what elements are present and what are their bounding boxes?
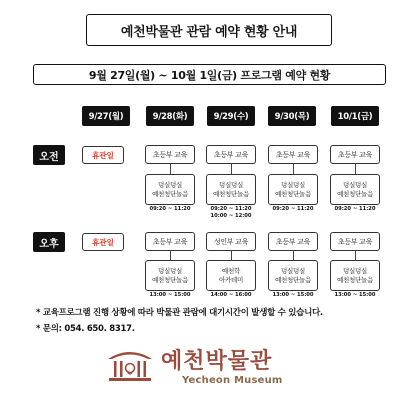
morning-activity-0928	[145, 174, 195, 205]
activity-line2: 예천청단놀음	[337, 275, 373, 284]
afternoon-time-0930: 13:00 ~ 15:00	[272, 292, 314, 298]
activity-line1: 덩실덩실	[158, 266, 182, 275]
date-header-0930: 9/30(목)	[268, 106, 316, 126]
date-header-0929: 9/29(수)	[207, 106, 255, 126]
date-header-0928: 9/28(화)	[146, 106, 194, 126]
afternoon-activity-0930	[268, 260, 318, 291]
morning-time-0930: 09:20 ~ 11:20	[272, 206, 314, 212]
activity-line2: 예천청단놀음	[152, 275, 188, 284]
afternoon-program-1001: 초등부 교육	[330, 232, 380, 251]
page-subtitle: 9월 27일(월) ~ 10월 1일(금) 프로그램 예약 현황	[33, 64, 386, 85]
connector-line	[293, 164, 294, 174]
morning-time-1001: 09:20 ~ 11:20	[334, 206, 376, 212]
afternoon-label: 오후	[33, 232, 65, 252]
activity-line2: 예천청단놀음	[275, 275, 311, 284]
date-header-1001: 10/1(금)	[331, 106, 379, 126]
morning-closed-badge: 휴관일	[82, 146, 124, 164]
afternoon-activity-0929	[206, 260, 256, 291]
connector-line	[231, 164, 232, 174]
connector-line	[355, 164, 356, 174]
activity-line1: 덩실덩실	[158, 180, 182, 189]
afternoon-activity-1001	[330, 260, 380, 291]
morning-label: 오전	[33, 145, 65, 165]
activity-line1: 덩실덩실	[343, 266, 367, 275]
morning-time-0928: 09:20 ~ 11:20	[149, 206, 191, 212]
notice-wait-time: * 교육프로그램 진행 상황에 따라 박물관 관람에 대기시간이 발생할 수 있습니다.	[36, 308, 323, 318]
museum-building-icon	[106, 347, 154, 385]
activity-line2: 아카데미	[219, 275, 243, 284]
museum-logo-english: Yecheon Museum	[182, 375, 283, 386]
notice-contact: * 문의: 054. 650. 8317.	[36, 324, 135, 334]
afternoon-program-0929: 성인부 교육	[206, 232, 256, 251]
activity-line1: 예천학	[222, 266, 240, 275]
activity-line2: 예천청단놀음	[152, 189, 188, 198]
morning-program-1001: 초등부 교육	[330, 145, 380, 164]
activity-line1: 덩실덩실	[343, 180, 367, 189]
morning-time-0929: 09:20 ~ 11:20 10:00 ~ 12:00	[210, 206, 252, 219]
morning-activity-0930	[268, 174, 318, 205]
date-header-0927: 9/27(월)	[82, 106, 130, 126]
morning-program-0930: 초등부 교육	[268, 145, 318, 164]
activity-line1: 덩실덩실	[219, 180, 243, 189]
morning-program-0928: 초등부 교육	[145, 145, 195, 164]
afternoon-program-0930: 초등부 교육	[268, 232, 318, 251]
connector-line	[170, 164, 171, 174]
activity-line1: 덩실덩실	[281, 180, 305, 189]
afternoon-closed-badge: 휴관일	[82, 233, 124, 251]
activity-line2: 예천청단놀음	[213, 189, 249, 198]
activity-line2: 예천청단놀음	[275, 189, 311, 198]
morning-activity-1001	[330, 174, 380, 205]
activity-line1: 덩실덩실	[281, 266, 305, 275]
activity-line2: 예천청단놀음	[337, 189, 373, 198]
afternoon-time-1001: 13:00 ~ 15:00	[334, 292, 376, 298]
afternoon-time-0928: 13:00 ~ 15:00	[149, 292, 191, 298]
page-title: 예천박물관 관람 예약 현황 안내	[86, 14, 332, 46]
morning-activity-0929	[206, 174, 256, 205]
afternoon-activity-0928	[145, 260, 195, 291]
museum-logo-korean: 예천박물관	[161, 349, 273, 374]
afternoon-program-0928: 초등부 교육	[145, 232, 195, 251]
morning-program-0929: 초등부 교육	[206, 145, 256, 164]
afternoon-time-0929: 14:00 ~ 16:00	[210, 292, 252, 298]
